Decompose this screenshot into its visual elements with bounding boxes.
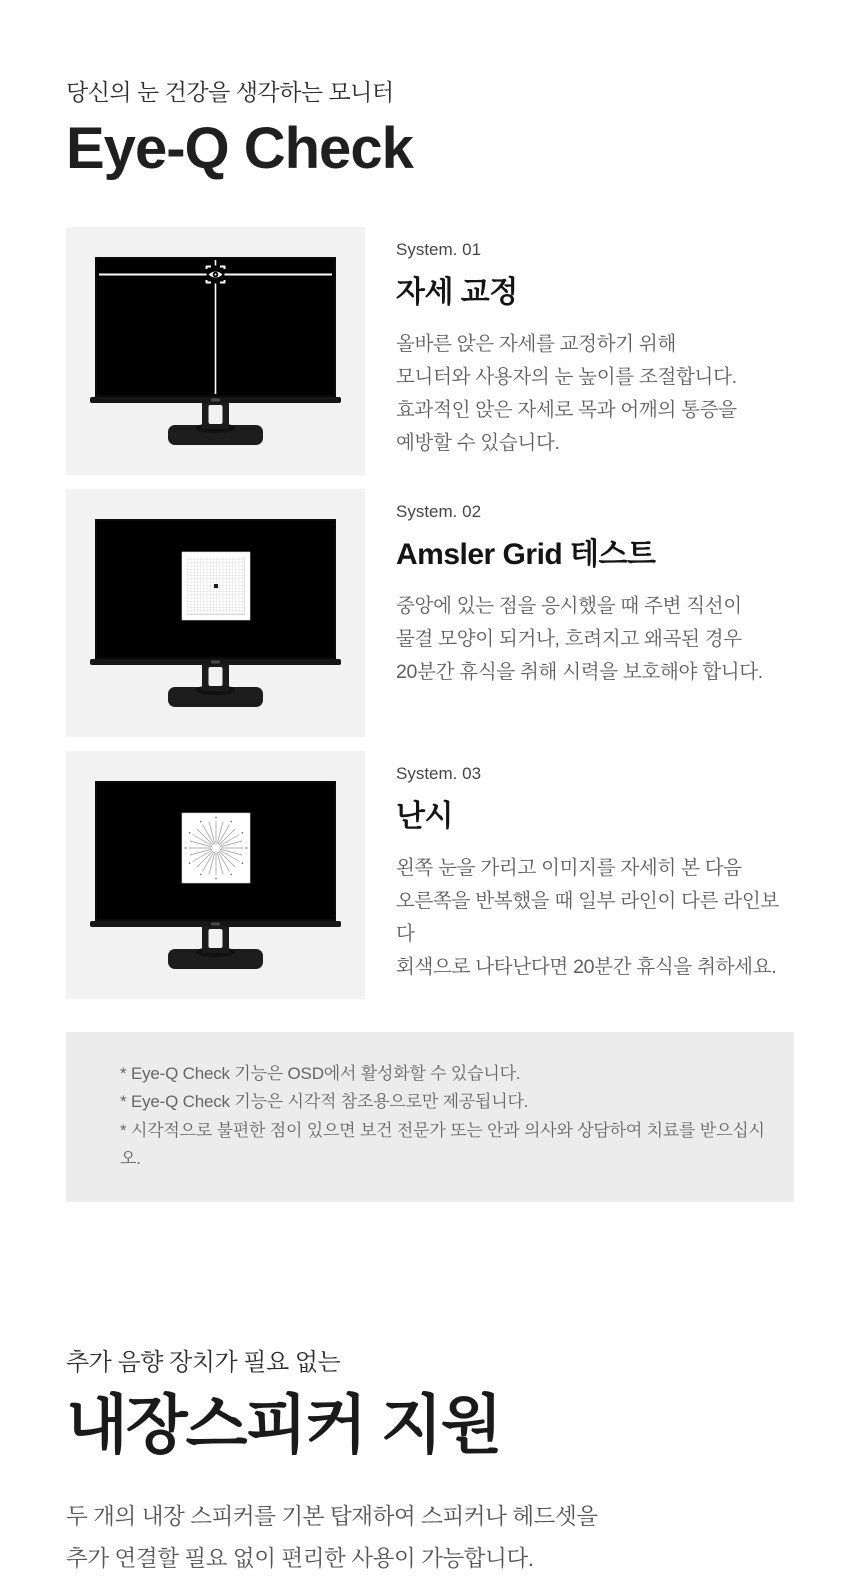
monitor-posture-svg <box>66 227 365 475</box>
body-line: 예방할 수 있습니다. <box>396 431 560 454</box>
body-line: 20분간 휴식을 취해 시력을 보호해야 합니다. <box>396 660 763 683</box>
note-line: * Eye-Q Check 기능은 OSD에서 활성화할 수 있습니다. <box>120 1063 521 1083</box>
body-line: 올바른 앉은 자세를 교정하기 위해 <box>396 332 676 355</box>
feature-body <box>396 328 737 460</box>
feature-title: 자세 교정 <box>396 275 518 309</box>
notes-box <box>66 1032 794 1202</box>
monitor-stand-hole <box>209 405 223 424</box>
system-label: System. 02 <box>396 501 482 521</box>
body-line: 왼쪽 눈을 가리고 이미지를 자세히 본 다음 <box>396 856 742 879</box>
feature-body <box>396 590 763 689</box>
body-line: 효과적인 앉은 자세로 목과 어깨의 통증을 <box>396 398 737 421</box>
monitor-astigmatism-svg <box>66 751 365 999</box>
monitor-stand-hole <box>209 667 223 686</box>
body-line: 추가 연결할 필요 없이 편리한 사용이 가능합니다. <box>66 1546 534 1572</box>
eyeq-section <box>66 0 794 1202</box>
note-line: * 시각적으로 불편한 점이 있으면 보건 전문가 또는 안과 의사와 상담하여 치료를 받으십시오. <box>120 1120 765 1169</box>
system-label: System. 03 <box>396 763 482 783</box>
body-line: 오른쪽을 반복했을 때 일부 라인이 다른 라인보다 <box>396 889 779 945</box>
feature-copy-astigmatism <box>396 751 794 999</box>
body-line: 물결 모양이 되거나, 흐려지고 왜곡된 경우 <box>396 627 742 650</box>
monitor-amsler-svg <box>66 489 365 737</box>
feature-row-astigmatism <box>66 751 794 999</box>
feature-title: 난시 <box>396 799 453 833</box>
feature-row-amsler <box>66 489 794 737</box>
astigmatism-fan-graphic <box>182 813 250 883</box>
feature-rows <box>66 227 794 999</box>
body-line: 두 개의 내장 스피커를 기본 탑재하여 스피커나 헤드셋을 <box>66 1504 598 1530</box>
brand-logo-mark <box>211 660 220 663</box>
amsler-grid-graphic <box>182 552 250 620</box>
feature-copy-amsler <box>396 489 763 737</box>
monitor-illustration-amsler <box>66 489 365 737</box>
feature-row-posture <box>66 227 794 475</box>
eyeq-eyebrow: 당신의 눈 건강을 생각하는 모니터 <box>66 79 394 105</box>
monitor-illustration-astigmatism <box>66 751 365 999</box>
brand-logo-mark <box>211 922 220 925</box>
speaker-eyebrow: 추가 음향 장치가 필요 없는 <box>66 1348 341 1376</box>
speaker-title: 내장스피커 지원 <box>66 1388 501 1461</box>
system-label: System. 01 <box>396 239 482 259</box>
body-line: 모니터와 사용자의 눈 높이를 조절합니다. <box>396 365 737 388</box>
brand-logo-mark <box>211 398 220 401</box>
feature-copy-posture <box>396 227 737 475</box>
feature-body <box>396 852 794 984</box>
speaker-section <box>66 1202 794 1580</box>
monitor-stand-hole <box>209 929 223 948</box>
note-line: * Eye-Q Check 기능은 시각적 참조용으로만 제공됩니다. <box>120 1092 529 1112</box>
body-line: 회색으로 나타난다면 20분간 휴식을 취하세요. <box>396 955 777 978</box>
monitor-illustration-posture <box>66 227 365 475</box>
eyeq-title: Eye-Q Check <box>66 116 413 181</box>
speaker-body <box>66 1496 794 1580</box>
feature-title: Amsler Grid 테스트 <box>396 537 656 571</box>
body-line: 중앙에 있는 점을 응시했을 때 주변 직선이 <box>396 594 742 617</box>
